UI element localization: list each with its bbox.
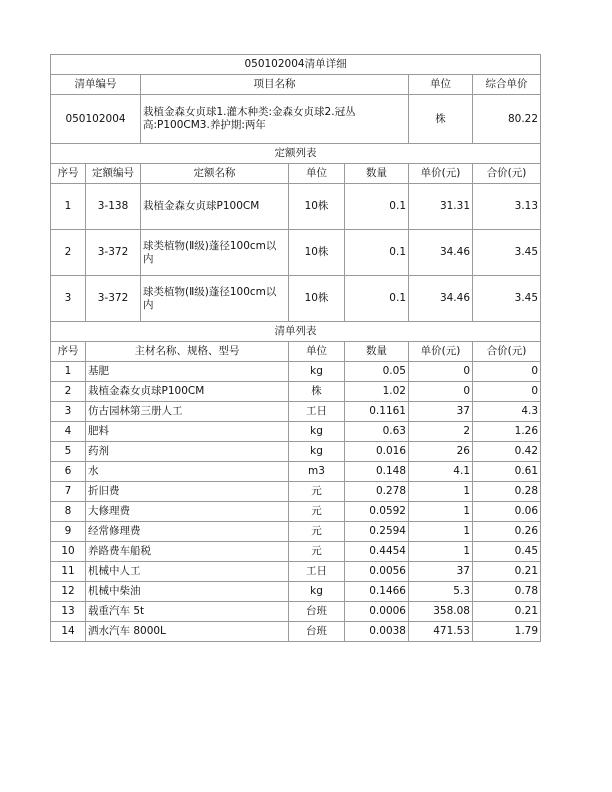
material-unit: 元 [289, 482, 345, 502]
quota-code: 3-372 [86, 276, 141, 322]
quota-price-header: 单价(元) [409, 164, 473, 184]
quota-seq: 1 [51, 184, 86, 230]
material-unit: m3 [289, 462, 345, 482]
quota-seq-header: 序号 [51, 164, 86, 184]
material-seq: 5 [51, 442, 86, 462]
material-total: 0.06 [473, 502, 541, 522]
material-name: 机械中人工 [86, 562, 289, 582]
material-qty: 0.63 [345, 422, 409, 442]
quota-code: 3-138 [86, 184, 141, 230]
materials-seq-header: 序号 [51, 342, 86, 362]
material-seq: 9 [51, 522, 86, 542]
quota-row [51, 184, 541, 230]
material-row [51, 622, 541, 642]
material-total: 0.28 [473, 482, 541, 502]
material-row [51, 502, 541, 522]
material-unit: 元 [289, 522, 345, 542]
bill-detail-table [50, 54, 541, 642]
material-seq: 8 [51, 502, 86, 522]
material-total: 1.79 [473, 622, 541, 642]
material-qty: 0.016 [345, 442, 409, 462]
material-seq: 3 [51, 402, 86, 422]
material-seq: 13 [51, 602, 86, 622]
material-total: 0 [473, 362, 541, 382]
material-qty: 0.2594 [345, 522, 409, 542]
material-price: 37 [409, 402, 473, 422]
material-qty: 0.1161 [345, 402, 409, 422]
material-row [51, 542, 541, 562]
bill-price-header: 综合单价 [473, 75, 541, 95]
bill-price: 80.22 [473, 95, 541, 144]
material-qty: 0.0038 [345, 622, 409, 642]
materials-qty-header: 数量 [345, 342, 409, 362]
bill-code-header: 清单编号 [51, 75, 141, 95]
material-unit: 工日 [289, 402, 345, 422]
quota-qty-header: 数量 [345, 164, 409, 184]
material-seq: 12 [51, 582, 86, 602]
material-price: 1 [409, 522, 473, 542]
material-unit: kg [289, 422, 345, 442]
quota-code: 3-372 [86, 230, 141, 276]
quota-unit: 10株 [289, 230, 345, 276]
quota-section-title: 定额列表 [51, 144, 541, 164]
material-total: 0.78 [473, 582, 541, 602]
material-unit: 工日 [289, 562, 345, 582]
material-name: 载重汽车 5t [86, 602, 289, 622]
material-name: 机械中柴油 [86, 582, 289, 602]
material-qty: 0.05 [345, 362, 409, 382]
material-row [51, 482, 541, 502]
material-price: 26 [409, 442, 473, 462]
quota-total: 3.45 [473, 276, 541, 322]
material-name: 肥料 [86, 422, 289, 442]
material-name: 大修理费 [86, 502, 289, 522]
material-unit: 株 [289, 382, 345, 402]
quota-qty: 0.1 [345, 230, 409, 276]
material-price: 0 [409, 362, 473, 382]
material-price: 4.1 [409, 462, 473, 482]
material-row [51, 522, 541, 542]
quota-unit-header: 单位 [289, 164, 345, 184]
quota-price: 34.46 [409, 276, 473, 322]
material-unit: 元 [289, 502, 345, 522]
material-price: 1 [409, 482, 473, 502]
materials-name-header: 主材名称、规格、型号 [86, 342, 289, 362]
material-price: 0 [409, 382, 473, 402]
bill-name: 栽植金森女贞球1.灌木种类:金森女贞球2.冠丛高:P100CM3.养护期:两年 [141, 95, 409, 144]
material-name: 折旧费 [86, 482, 289, 502]
quota-name: 球类植物(Ⅱ级)蓬径100cm以内 [141, 276, 289, 322]
material-seq: 1 [51, 362, 86, 382]
bill-unit-header: 单位 [409, 75, 473, 95]
material-row [51, 562, 541, 582]
material-row [51, 402, 541, 422]
quota-qty: 0.1 [345, 184, 409, 230]
material-name: 仿古园林第三册人工 [86, 402, 289, 422]
materials-unit-header: 单位 [289, 342, 345, 362]
material-total: 1.26 [473, 422, 541, 442]
material-qty: 0.1466 [345, 582, 409, 602]
material-unit: kg [289, 442, 345, 462]
materials-price-header: 单价(元) [409, 342, 473, 362]
material-unit: kg [289, 362, 345, 382]
material-price: 358.08 [409, 602, 473, 622]
material-qty: 1.02 [345, 382, 409, 402]
material-qty: 0.148 [345, 462, 409, 482]
material-name: 药剂 [86, 442, 289, 462]
material-qty: 0.0592 [345, 502, 409, 522]
material-seq: 2 [51, 382, 86, 402]
quota-price: 34.46 [409, 230, 473, 276]
material-name: 栽植金森女贞球P100CM [86, 382, 289, 402]
material-row [51, 602, 541, 622]
material-total: 0.26 [473, 522, 541, 542]
material-qty: 0.278 [345, 482, 409, 502]
material-row [51, 422, 541, 442]
quota-name: 栽植金森女贞球P100CM [141, 184, 289, 230]
material-unit: 台班 [289, 602, 345, 622]
quota-qty: 0.1 [345, 276, 409, 322]
table-title: 050102004清单详细 [51, 55, 541, 75]
material-name: 基肥 [86, 362, 289, 382]
material-total: 0.21 [473, 602, 541, 622]
material-total: 0 [473, 382, 541, 402]
bill-unit: 株 [409, 95, 473, 144]
material-total: 0.45 [473, 542, 541, 562]
quota-total-header: 合价(元) [473, 164, 541, 184]
quota-total: 3.45 [473, 230, 541, 276]
material-row [51, 582, 541, 602]
material-qty: 0.4454 [345, 542, 409, 562]
bill-code: 050102004 [51, 95, 141, 144]
material-price: 1 [409, 542, 473, 562]
material-price: 471.53 [409, 622, 473, 642]
material-row [51, 442, 541, 462]
material-seq: 14 [51, 622, 86, 642]
material-total: 0.42 [473, 442, 541, 462]
material-qty: 0.0056 [345, 562, 409, 582]
material-name: 洒水汽车 8000L [86, 622, 289, 642]
quota-seq: 3 [51, 276, 86, 322]
material-row [51, 462, 541, 482]
material-seq: 6 [51, 462, 86, 482]
material-price: 5.3 [409, 582, 473, 602]
quota-total: 3.13 [473, 184, 541, 230]
materials-total-header: 合价(元) [473, 342, 541, 362]
quota-row [51, 276, 541, 322]
quota-name-header: 定额名称 [141, 164, 289, 184]
quota-unit: 10株 [289, 184, 345, 230]
material-seq: 11 [51, 562, 86, 582]
quota-name: 球类植物(Ⅱ级)蓬径100cm以内 [141, 230, 289, 276]
material-name: 经常修理费 [86, 522, 289, 542]
material-unit: kg [289, 582, 345, 602]
quota-seq: 2 [51, 230, 86, 276]
quota-code-header: 定额编号 [86, 164, 141, 184]
materials-section-title: 清单列表 [51, 322, 541, 342]
material-row [51, 382, 541, 402]
bill-name-header: 项目名称 [141, 75, 409, 95]
material-price: 2 [409, 422, 473, 442]
quota-unit: 10株 [289, 276, 345, 322]
material-name: 水 [86, 462, 289, 482]
material-total: 0.61 [473, 462, 541, 482]
quota-row [51, 230, 541, 276]
material-unit: 元 [289, 542, 345, 562]
material-total: 0.21 [473, 562, 541, 582]
material-row [51, 362, 541, 382]
material-price: 37 [409, 562, 473, 582]
material-price: 1 [409, 502, 473, 522]
quota-price: 31.31 [409, 184, 473, 230]
material-unit: 台班 [289, 622, 345, 642]
material-qty: 0.0006 [345, 602, 409, 622]
material-seq: 4 [51, 422, 86, 442]
material-seq: 10 [51, 542, 86, 562]
material-total: 4.3 [473, 402, 541, 422]
material-name: 养路费车船税 [86, 542, 289, 562]
material-seq: 7 [51, 482, 86, 502]
